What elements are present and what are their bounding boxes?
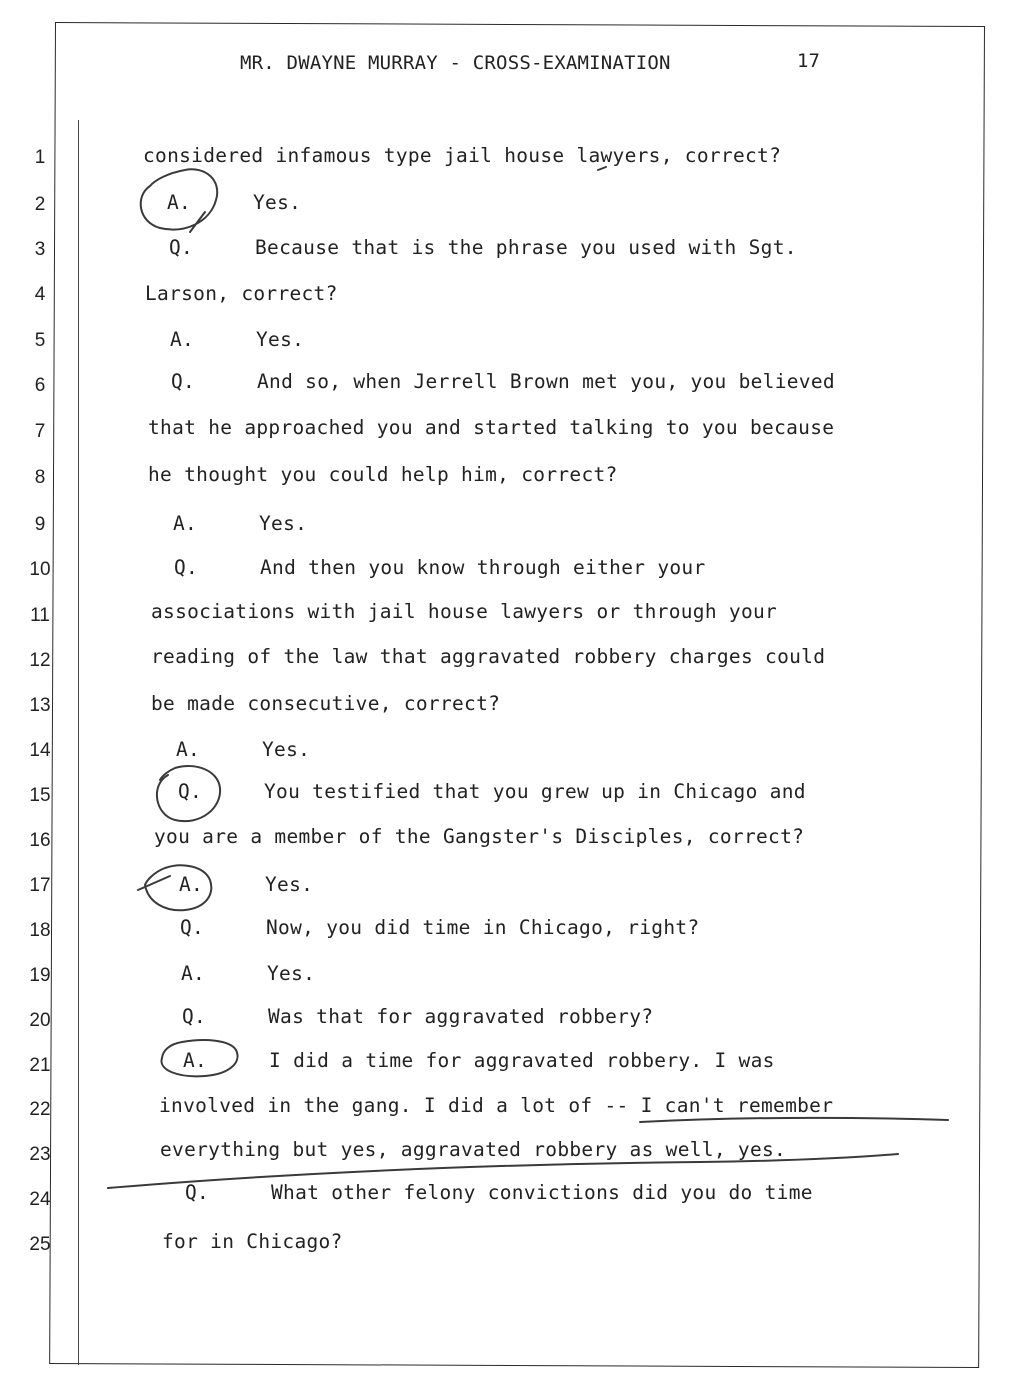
transcript-line xyxy=(180,916,699,939)
transcript-line xyxy=(170,328,304,351)
speaker-label: A. xyxy=(176,738,201,761)
transcript-text: be made consecutive, correct? xyxy=(151,692,501,715)
transcript-text: Yes. xyxy=(256,328,305,351)
transcript-text: for in Chicago? xyxy=(162,1230,343,1253)
transcript-text: Yes. xyxy=(265,873,314,896)
transcript-text: Larson, correct? xyxy=(145,282,338,305)
speaker-label: Q. xyxy=(178,780,203,803)
transcript-line xyxy=(173,512,307,535)
line-number: 24 xyxy=(29,1189,51,1210)
speaker-label: A. xyxy=(170,328,195,351)
line-number: 17 xyxy=(29,875,51,896)
line-number: 8 xyxy=(34,467,46,488)
line-number: 2 xyxy=(34,194,46,215)
transcript-line xyxy=(179,873,313,896)
speaker-label: A. xyxy=(167,191,192,214)
speaker-label: A. xyxy=(173,512,198,535)
line-number: 21 xyxy=(29,1055,51,1076)
line-number: 4 xyxy=(34,284,46,305)
line-number: 1 xyxy=(34,147,46,168)
line-number: 18 xyxy=(29,920,51,941)
speaker-label: Q. xyxy=(182,1005,207,1028)
speaker-label: Q. xyxy=(169,236,194,259)
line-number: 14 xyxy=(29,740,51,761)
line-number: 22 xyxy=(29,1099,51,1120)
transcript-text: I did a time for aggravated robbery. I was xyxy=(269,1049,775,1072)
line-number: 20 xyxy=(29,1010,51,1031)
transcript-line xyxy=(148,416,834,439)
transcript-text: Yes. xyxy=(262,738,311,761)
speaker-label: Q. xyxy=(185,1181,210,1204)
transcript-text: And so, when Jerrell Brown met you, you believed xyxy=(257,370,835,393)
transcript-line xyxy=(169,236,797,259)
transcript-line xyxy=(176,738,310,761)
speaker-label: Q. xyxy=(180,916,205,939)
transcript-line xyxy=(159,1094,833,1117)
transcript-text: Was that for aggravated robbery? xyxy=(268,1005,654,1028)
transcript-line xyxy=(151,600,777,623)
page-header-title: MR. DWAYNE MURRAY - CROSS-EXAMINATION xyxy=(240,52,671,74)
line-number: 25 xyxy=(29,1234,51,1255)
transcript-text: You testified that you grew up in Chicago and xyxy=(264,780,806,803)
transcript-text: he thought you could help him, correct? xyxy=(148,463,618,486)
transcript-line xyxy=(145,282,338,305)
transcript-line xyxy=(178,780,806,803)
speaker-label: A. xyxy=(183,1049,208,1072)
transcript-text: Yes. xyxy=(267,962,316,985)
transcript-text: Yes. xyxy=(253,191,302,214)
transcript-line xyxy=(167,191,301,214)
transcript-line xyxy=(151,645,825,668)
transcript-line xyxy=(181,962,315,985)
transcript-text: Yes. xyxy=(259,512,308,535)
transcript-line xyxy=(160,1138,786,1161)
transcript-line xyxy=(154,825,804,848)
line-number: 12 xyxy=(29,650,51,671)
line-number: 7 xyxy=(34,421,46,442)
line-number: 23 xyxy=(29,1144,51,1165)
transcript-text: What other felony convictions did you do time xyxy=(271,1181,813,1204)
line-number: 15 xyxy=(29,785,51,806)
transcript-line xyxy=(148,463,618,486)
line-number: 3 xyxy=(34,239,46,260)
speaker-label: Q. xyxy=(174,556,199,579)
transcript-text: that he approached you and started talking to you because xyxy=(148,416,835,439)
speaker-label: A. xyxy=(179,873,204,896)
transcript-line xyxy=(174,556,705,579)
line-number: 19 xyxy=(29,965,51,986)
transcript-text: reading of the law that aggravated robbery charges could xyxy=(151,645,826,668)
page-number: 17 xyxy=(797,50,820,72)
transcript-text: considered infamous type jail house lawyers, correct? xyxy=(143,144,782,167)
transcript-line xyxy=(143,144,781,167)
transcript-text: Because that is the phrase you used with Sgt. xyxy=(255,236,797,259)
line-number: 11 xyxy=(30,605,50,626)
transcript-text: involved in the gang. I did a lot of -- I can't remember xyxy=(159,1094,834,1117)
line-number: 6 xyxy=(34,375,46,396)
speaker-label: Q. xyxy=(171,370,196,393)
transcript-line xyxy=(162,1230,343,1253)
transcript-text: Now, you did time in Chicago, right? xyxy=(266,916,700,939)
line-number: 9 xyxy=(34,514,46,535)
transcript-line xyxy=(183,1049,775,1072)
transcript-text: you are a member of the Gangster's Disciples, correct? xyxy=(154,825,805,848)
line-number: 13 xyxy=(29,695,51,716)
line-number: 10 xyxy=(29,559,51,580)
transcript-line xyxy=(182,1005,653,1028)
transcript-line xyxy=(171,370,835,393)
speaker-label: A. xyxy=(181,962,206,985)
transcript-text: associations with jail house lawyers or through your xyxy=(151,600,778,623)
transcript-text: And then you know through either your xyxy=(260,556,706,579)
line-number: 16 xyxy=(29,830,51,851)
line-number: 5 xyxy=(34,330,46,351)
transcript-line xyxy=(151,692,500,715)
transcript-text: everything but yes, aggravated robbery as well, yes. xyxy=(160,1138,787,1161)
transcript-line xyxy=(185,1181,813,1204)
